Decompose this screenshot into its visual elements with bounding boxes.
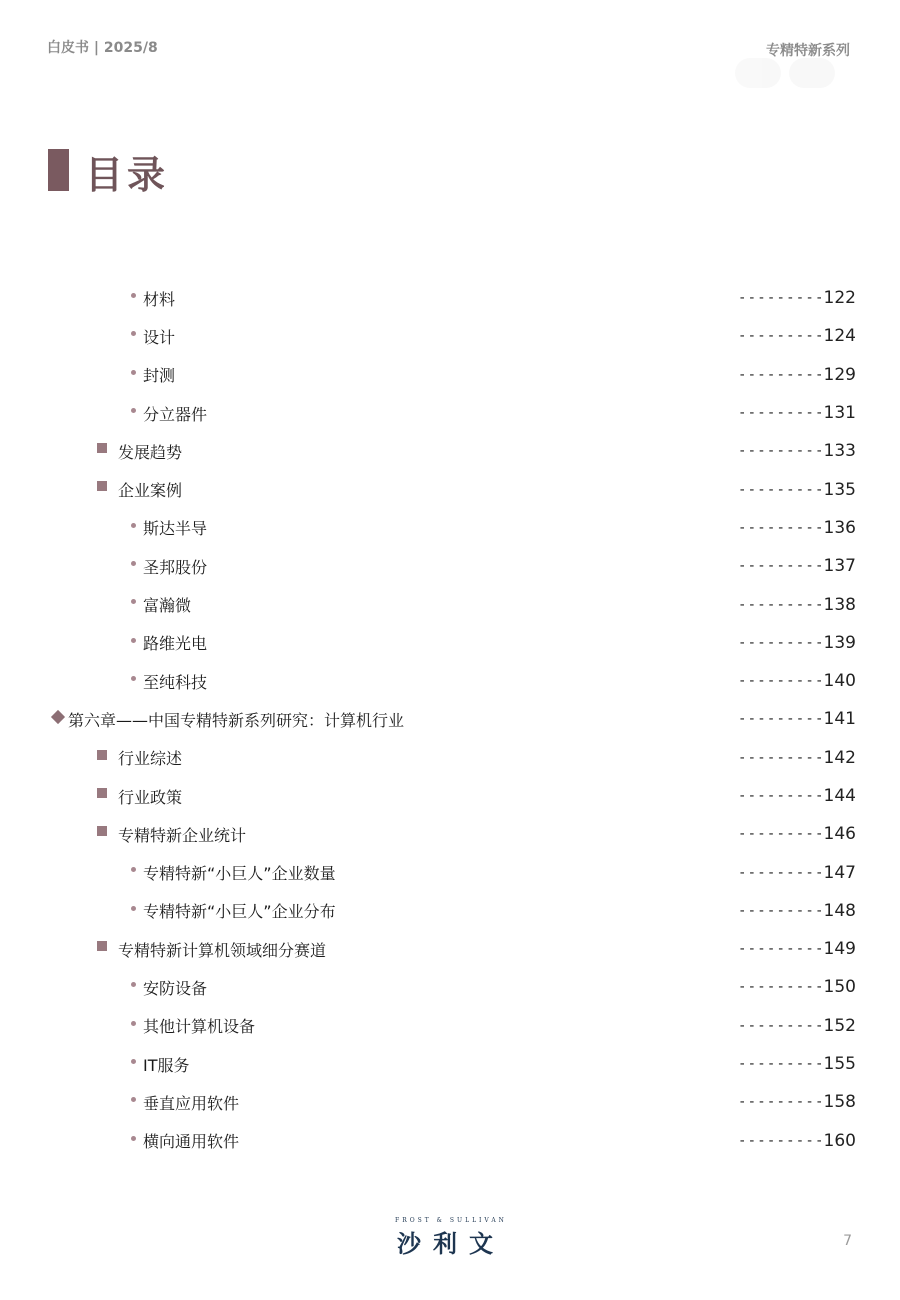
toc-leader: --------- <box>738 788 825 804</box>
toc-leader: --------- <box>738 979 825 996</box>
toc-leader: --------- <box>738 1132 825 1149</box>
toc-entry-label: 横向通用软件 <box>143 1132 240 1152</box>
toc-entry-label: 第六章——中国专精特新系列研究：计算机行业 <box>68 710 405 730</box>
toc-entry-page: 133 <box>823 441 856 462</box>
page-number: 7 <box>843 1233 852 1249</box>
square-bullet-icon <box>97 941 107 951</box>
toc-entry[interactable] <box>0 624 900 662</box>
toc-leader: --------- <box>738 711 825 728</box>
toc-entry[interactable] <box>0 1083 900 1121</box>
toc-entry-page: 139 <box>823 632 856 653</box>
toc-entry[interactable] <box>0 853 900 891</box>
toc-entry-page: 124 <box>823 326 856 347</box>
toc-entry-page: 142 <box>823 747 856 768</box>
square-bullet-icon <box>97 481 107 491</box>
dot-bullet-icon <box>131 676 136 681</box>
toc-entry[interactable] <box>0 815 900 853</box>
toc-entry-page: 152 <box>823 1015 856 1036</box>
toc-entry[interactable] <box>0 968 900 1006</box>
toc-entry-label: 安防设备 <box>143 978 208 998</box>
toc-leader: --------- <box>738 366 825 383</box>
toc-entry[interactable] <box>0 700 900 738</box>
toc-entry[interactable] <box>0 317 900 355</box>
toc-entry-label: 发展趋势 <box>118 442 183 462</box>
toc-entry-page: 137 <box>823 556 856 577</box>
toc-entry-label: IT服务 <box>143 1055 190 1075</box>
toc-entry-page: 131 <box>823 403 856 424</box>
square-bullet-icon <box>97 826 107 836</box>
diamond-bullet-icon <box>51 710 65 724</box>
toc-entry-label: 专精特新“小巨人”企业数量 <box>143 864 336 884</box>
toc-entry-label: 路维光电 <box>143 634 208 654</box>
dot-bullet-icon <box>131 867 136 872</box>
toc-entry[interactable] <box>0 509 900 547</box>
toc-entry-label: 专精特新“小巨人”企业分布 <box>143 902 336 922</box>
toc-entry-page: 144 <box>823 786 856 806</box>
toc-entry-page: 135 <box>823 479 856 500</box>
toc-entry-label: 专精特新计算机领域细分赛道 <box>118 940 327 960</box>
toc-leader: --------- <box>738 443 825 460</box>
toc-entry-page: 148 <box>823 900 856 921</box>
header-left: 白皮书 | 2025/8 <box>47 40 158 56</box>
toc-entry[interactable] <box>0 394 900 432</box>
toc-entry-label: 分立器件 <box>143 404 208 424</box>
page-title: 目录 <box>85 153 170 197</box>
toc-entry-label: 行业政策 <box>118 787 183 807</box>
toc-entry[interactable] <box>0 547 900 585</box>
dot-bullet-icon <box>131 1097 136 1102</box>
toc-leader: --------- <box>738 558 825 575</box>
square-bullet-icon <box>97 750 107 760</box>
title-accent-bar <box>48 149 69 191</box>
toc-entry[interactable] <box>0 432 900 470</box>
toc-entry-label: 专精特新企业统计 <box>118 825 247 845</box>
toc-entry-page: 149 <box>823 939 856 960</box>
toc-entry-label: 至纯科技 <box>143 672 208 692</box>
dot-bullet-icon <box>131 370 136 375</box>
toc-entry[interactable] <box>0 892 900 930</box>
toc-entry-label: 富瀚微 <box>143 596 192 616</box>
square-bullet-icon <box>97 788 107 798</box>
dot-bullet-icon <box>131 523 136 528</box>
toc-leader: --------- <box>738 826 825 843</box>
dot-bullet-icon <box>131 906 136 911</box>
toc-leader: --------- <box>738 519 825 536</box>
toc-leader: --------- <box>738 481 825 498</box>
toc-entry[interactable] <box>0 930 900 968</box>
toc-entry[interactable] <box>0 470 900 508</box>
dot-bullet-icon <box>131 1021 136 1026</box>
toc-entry-page: 138 <box>823 594 856 615</box>
toc-entry-label: 垂直应用软件 <box>143 1093 240 1113</box>
toc-entry-page: 140 <box>823 671 856 692</box>
toc-leader: --------- <box>738 328 825 345</box>
toc-entry-label: 封测 <box>143 366 176 386</box>
dot-bullet-icon <box>131 1059 136 1064</box>
square-bullet-icon <box>97 443 107 453</box>
toc-leader: --------- <box>738 864 825 881</box>
toc-leader: --------- <box>738 1094 825 1111</box>
toc-entry[interactable] <box>0 777 900 815</box>
toc-leader: --------- <box>738 1017 825 1034</box>
toc-entry-page: 136 <box>823 517 856 538</box>
toc-entry[interactable] <box>0 1122 900 1160</box>
dot-bullet-icon <box>131 331 136 336</box>
toc-entry-page: 146 <box>823 824 856 845</box>
dot-bullet-icon <box>131 982 136 987</box>
toc-entry-page: 141 <box>823 709 856 730</box>
dot-bullet-icon <box>131 638 136 643</box>
frost-sullivan-logo <box>388 1217 514 1258</box>
toc-entry-page: 155 <box>823 1054 856 1075</box>
dot-bullet-icon <box>131 599 136 604</box>
header-right: 专精特新系列 <box>766 43 850 59</box>
toc-entry[interactable] <box>0 1045 900 1083</box>
toc-entry-label: 行业综述 <box>118 749 183 769</box>
toc-leader: --------- <box>738 941 825 958</box>
toc-entry[interactable] <box>0 356 900 394</box>
dot-bullet-icon <box>131 293 136 298</box>
toc-entry-label: 企业案例 <box>118 481 183 501</box>
toc-entry-page: 150 <box>823 977 856 998</box>
toc-entry-page: 129 <box>823 364 856 385</box>
toc-entry-label: 圣邦股份 <box>143 557 208 577</box>
toc-entry-label: 斯达半导 <box>143 519 208 539</box>
toc-leader: --------- <box>738 902 825 919</box>
toc-entry-label: 其他计算机设备 <box>143 1017 256 1037</box>
toc-leader: --------- <box>738 634 825 651</box>
toc-leader: --------- <box>738 596 825 613</box>
toc-entry-label: 材料 <box>143 289 176 309</box>
toc-leader: --------- <box>738 673 825 690</box>
toc-leader: --------- <box>738 290 825 307</box>
toc-entry-page: 122 <box>823 288 856 309</box>
toc-leader: --------- <box>738 749 825 766</box>
dot-bullet-icon <box>131 561 136 566</box>
toc-entry[interactable] <box>0 662 900 700</box>
table-of-contents <box>0 279 900 1160</box>
logo-chinese-text: 沙利文 <box>397 1230 505 1258</box>
toc-entry[interactable] <box>0 279 900 317</box>
toc-leader: --------- <box>738 405 825 422</box>
toc-entry[interactable] <box>0 585 900 623</box>
toc-entry[interactable] <box>0 1007 900 1045</box>
toc-entry-label: 设计 <box>143 327 176 347</box>
toc-entry[interactable] <box>0 739 900 777</box>
logo-english-text: FROST & SULLIVAN <box>395 1217 507 1224</box>
toc-entry-page: 158 <box>823 1092 856 1113</box>
toc-leader: --------- <box>738 1056 825 1073</box>
toc-entry-page: 160 <box>823 1130 856 1151</box>
dot-bullet-icon <box>131 1136 136 1141</box>
watermark-logo <box>735 58 855 92</box>
toc-entry-page: 147 <box>823 862 856 883</box>
dot-bullet-icon <box>131 408 136 413</box>
